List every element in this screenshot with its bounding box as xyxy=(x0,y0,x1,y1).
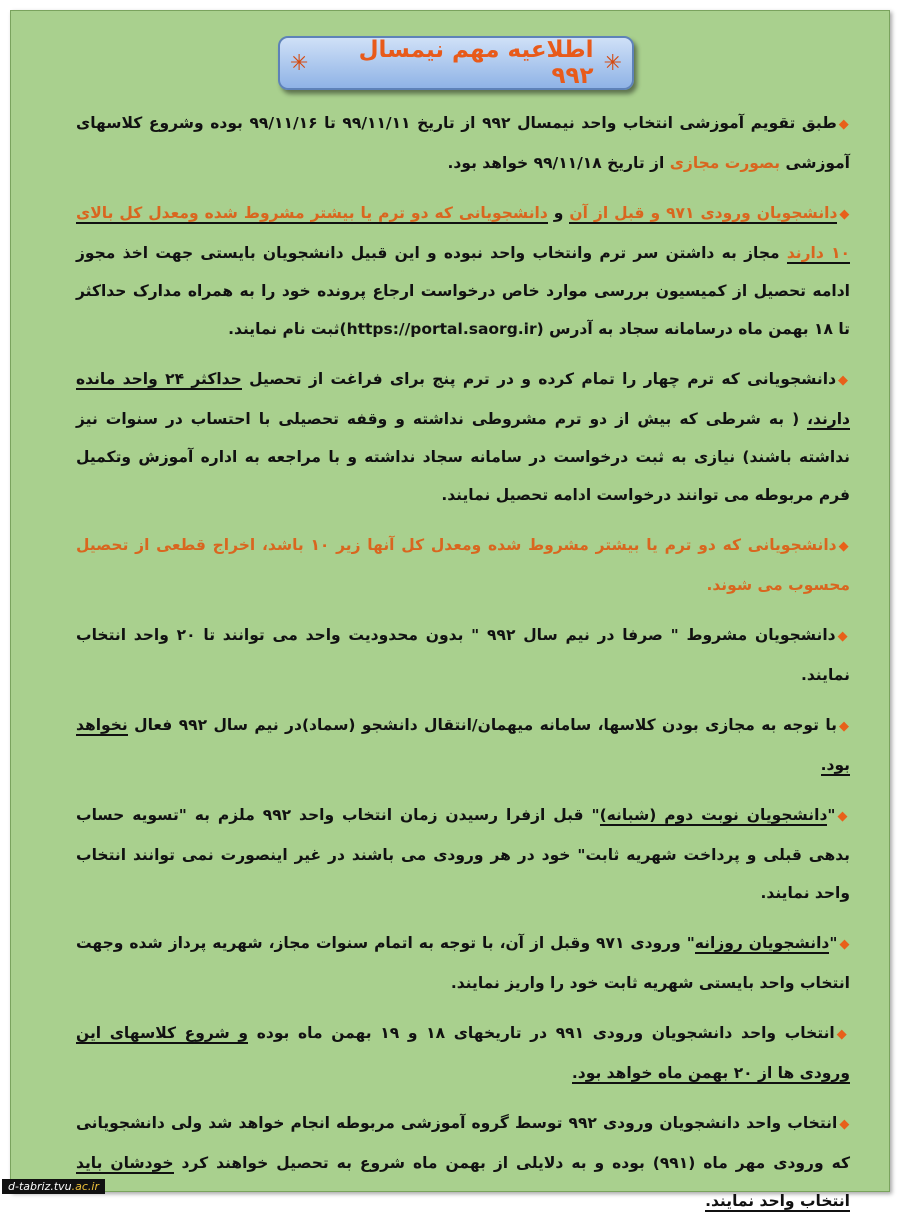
underline-inactive: نخواهد بود. xyxy=(76,716,850,774)
notice-item-2: ◆دانشجویان ورودی ۹۷۱ و قبل از آن و دانشجویانی که دو ترم یا بیشتر مشروط شده ومعدل کل بالای ۱۰ دارند مجاز به داشتن سر ترم وانتخاب واحد نبوده و این قبیل دانشجویان بایستی جهت اخذ مجوز ادامه تحصیل از کمیسیون بررسی موارد خاص درخواست ارجاع پرونده خود را به همراه مدارک حداکثر تا ۱۸ بهمن ماه درسامانه سجاد به آدرس (https://portal.saorg.ir)ثبت نام نمایند. xyxy=(76,204,851,338)
diamond-bullet-icon: ◆ xyxy=(839,207,851,222)
underline-24-units: حداکثر ۲۴ واحد مانده دارند، xyxy=(76,370,850,428)
star-icon: ✳ xyxy=(290,50,309,76)
diamond-bullet-icon: ◆ xyxy=(836,1027,851,1042)
notice-item-5: ◆دانشجویان مشروط " صرفا در نیم سال ۹۹۲ " بدون محدودیت واحد می توانند تا ۲۰ واحد انتخاب نمایند. xyxy=(76,626,850,684)
notice-item-8: ◆"دانشجویان روزانه" ورودی ۹۷۱ وقبل از آن، با توجه به اتمام سنوات مجاز، شهریه پرداز شده وجهت انتخاب واحد بایستی شهریه ثابت خود را واریز نمایند. xyxy=(76,934,851,992)
notice-item-3: ◆دانشجویانی که ترم چهار را تمام کرده و در ترم پنج برای فراغت از تحصیل حداکثر ۲۴ واحد مانده دارند، ( به شرطی که بیش از دو ترم مشروطی نداشته و وقفه تحصیلی با احتساب در سنوات نیز نداشته باشند) نیازی به ثبت درخواست در سامانه سجاد نداشته و با مراجعه به اداره آموزش وتکمیل فرم مربوطه می توانند درخواست ادامه تحصیل نمایند. xyxy=(76,370,850,504)
diamond-bullet-icon: ◆ xyxy=(838,373,850,388)
highlight-virtual: بصورت مجازی xyxy=(669,154,781,172)
underline-evening-students: دانشجویان نوبت دوم (شبانه) xyxy=(599,806,828,824)
diamond-bullet-icon: ◆ xyxy=(837,629,850,644)
diamond-bullet-icon: ◆ xyxy=(837,809,850,824)
notice-item-4 xyxy=(76,526,850,604)
diamond-bullet-icon: ◆ xyxy=(838,117,850,132)
underline-daytime-students: دانشجویان روزانه xyxy=(694,934,830,952)
notice-title-box xyxy=(278,36,634,90)
highlight-entry-971: دانشجویان ورودی ۹۷۱ و قبل از آن xyxy=(569,204,838,222)
highlight-probation-students: دانشجویانی که دو ترم یا بیشتر مشروط شده ومعدل کل بالای ۱۰ دارند xyxy=(76,204,850,262)
star-icon: ✳ xyxy=(603,50,622,76)
notice-body xyxy=(76,104,850,1232)
diamond-bullet-icon: ◆ xyxy=(839,719,850,734)
notice-item-7: ◆"دانشجویان نوبت دوم (شبانه)" قبل ازفرا رسیدن زمان انتخاب واحد ۹۹۲ ملزم به "تسویه حساب بدهی قبلی و پرداخت شهریه ثابت" خود در هر ورودی می باشند در غیر اینصورت نمی توانند انتخاب واحد نمایند. xyxy=(76,806,850,902)
notice-item-6: ◆با توجه به مجازی بودن کلاسها، سامانه میهمان/انتقال دانشجو (سماد)در نیم سال ۹۹۲ فعال نخواهد بود. xyxy=(76,716,850,774)
underline-class-start: و شروع کلاسهای این ورودی ها از ۲۰ بهمن ماه خواهد بود. xyxy=(76,1024,850,1082)
notice-item-1: ◆طبق تقویم آموزشی انتخاب واحد نیمسال ۹۹۲ از تاریخ ۹۹/۱۱/۱۱ تا ۹۹/۱۱/۱۶ بوده وشروع کلاسهای آموزشی بصورت مجازی از تاریخ ۹۹/۱۱/۱۸ خواهد بود. xyxy=(76,114,850,172)
notice-item-10: ◆انتخاب واحد دانشجویان ورودی ۹۹۲ توسط گروه آموزشی مربوطه انجام خواهد شد ولی دانشجویانی که ورودی مهر ماه (۹۹۱) بوده و به دلایلی از بهمن ماه شروع به تحصیل خواهند کرد خودشان باید انتخاب واحد نمایند. xyxy=(76,1114,851,1210)
site-watermark: d-tabriz.tvu.ac.ir xyxy=(2,1179,105,1194)
diamond-bullet-icon: ◆ xyxy=(839,1117,851,1132)
diamond-bullet-icon: ◆ xyxy=(838,539,851,554)
highlight-expulsion: دانشجویانی که دو ترم یا بیشتر مشروط شده ومعدل کل آنها زیر ۱۰ باشد، اخراج قطعی از تحصیل محسوب می شوند. xyxy=(76,536,850,594)
notice-item-9: ◆انتخاب واحد دانشجویان ورودی ۹۹۱ در تاریخهای ۱۸ و ۱۹ بهمن ماه بوده و شروع کلاسهای این ورودی ها از ۲۰ بهمن ماه خواهد بود. xyxy=(76,1024,851,1082)
notice-title: اطلاعیه مهم نیمسال ۹۹۲ xyxy=(358,37,594,89)
diamond-bullet-icon: ◆ xyxy=(839,937,851,952)
underline-self-select: خودشان باید انتخاب واحد نمایند. xyxy=(76,1154,850,1210)
